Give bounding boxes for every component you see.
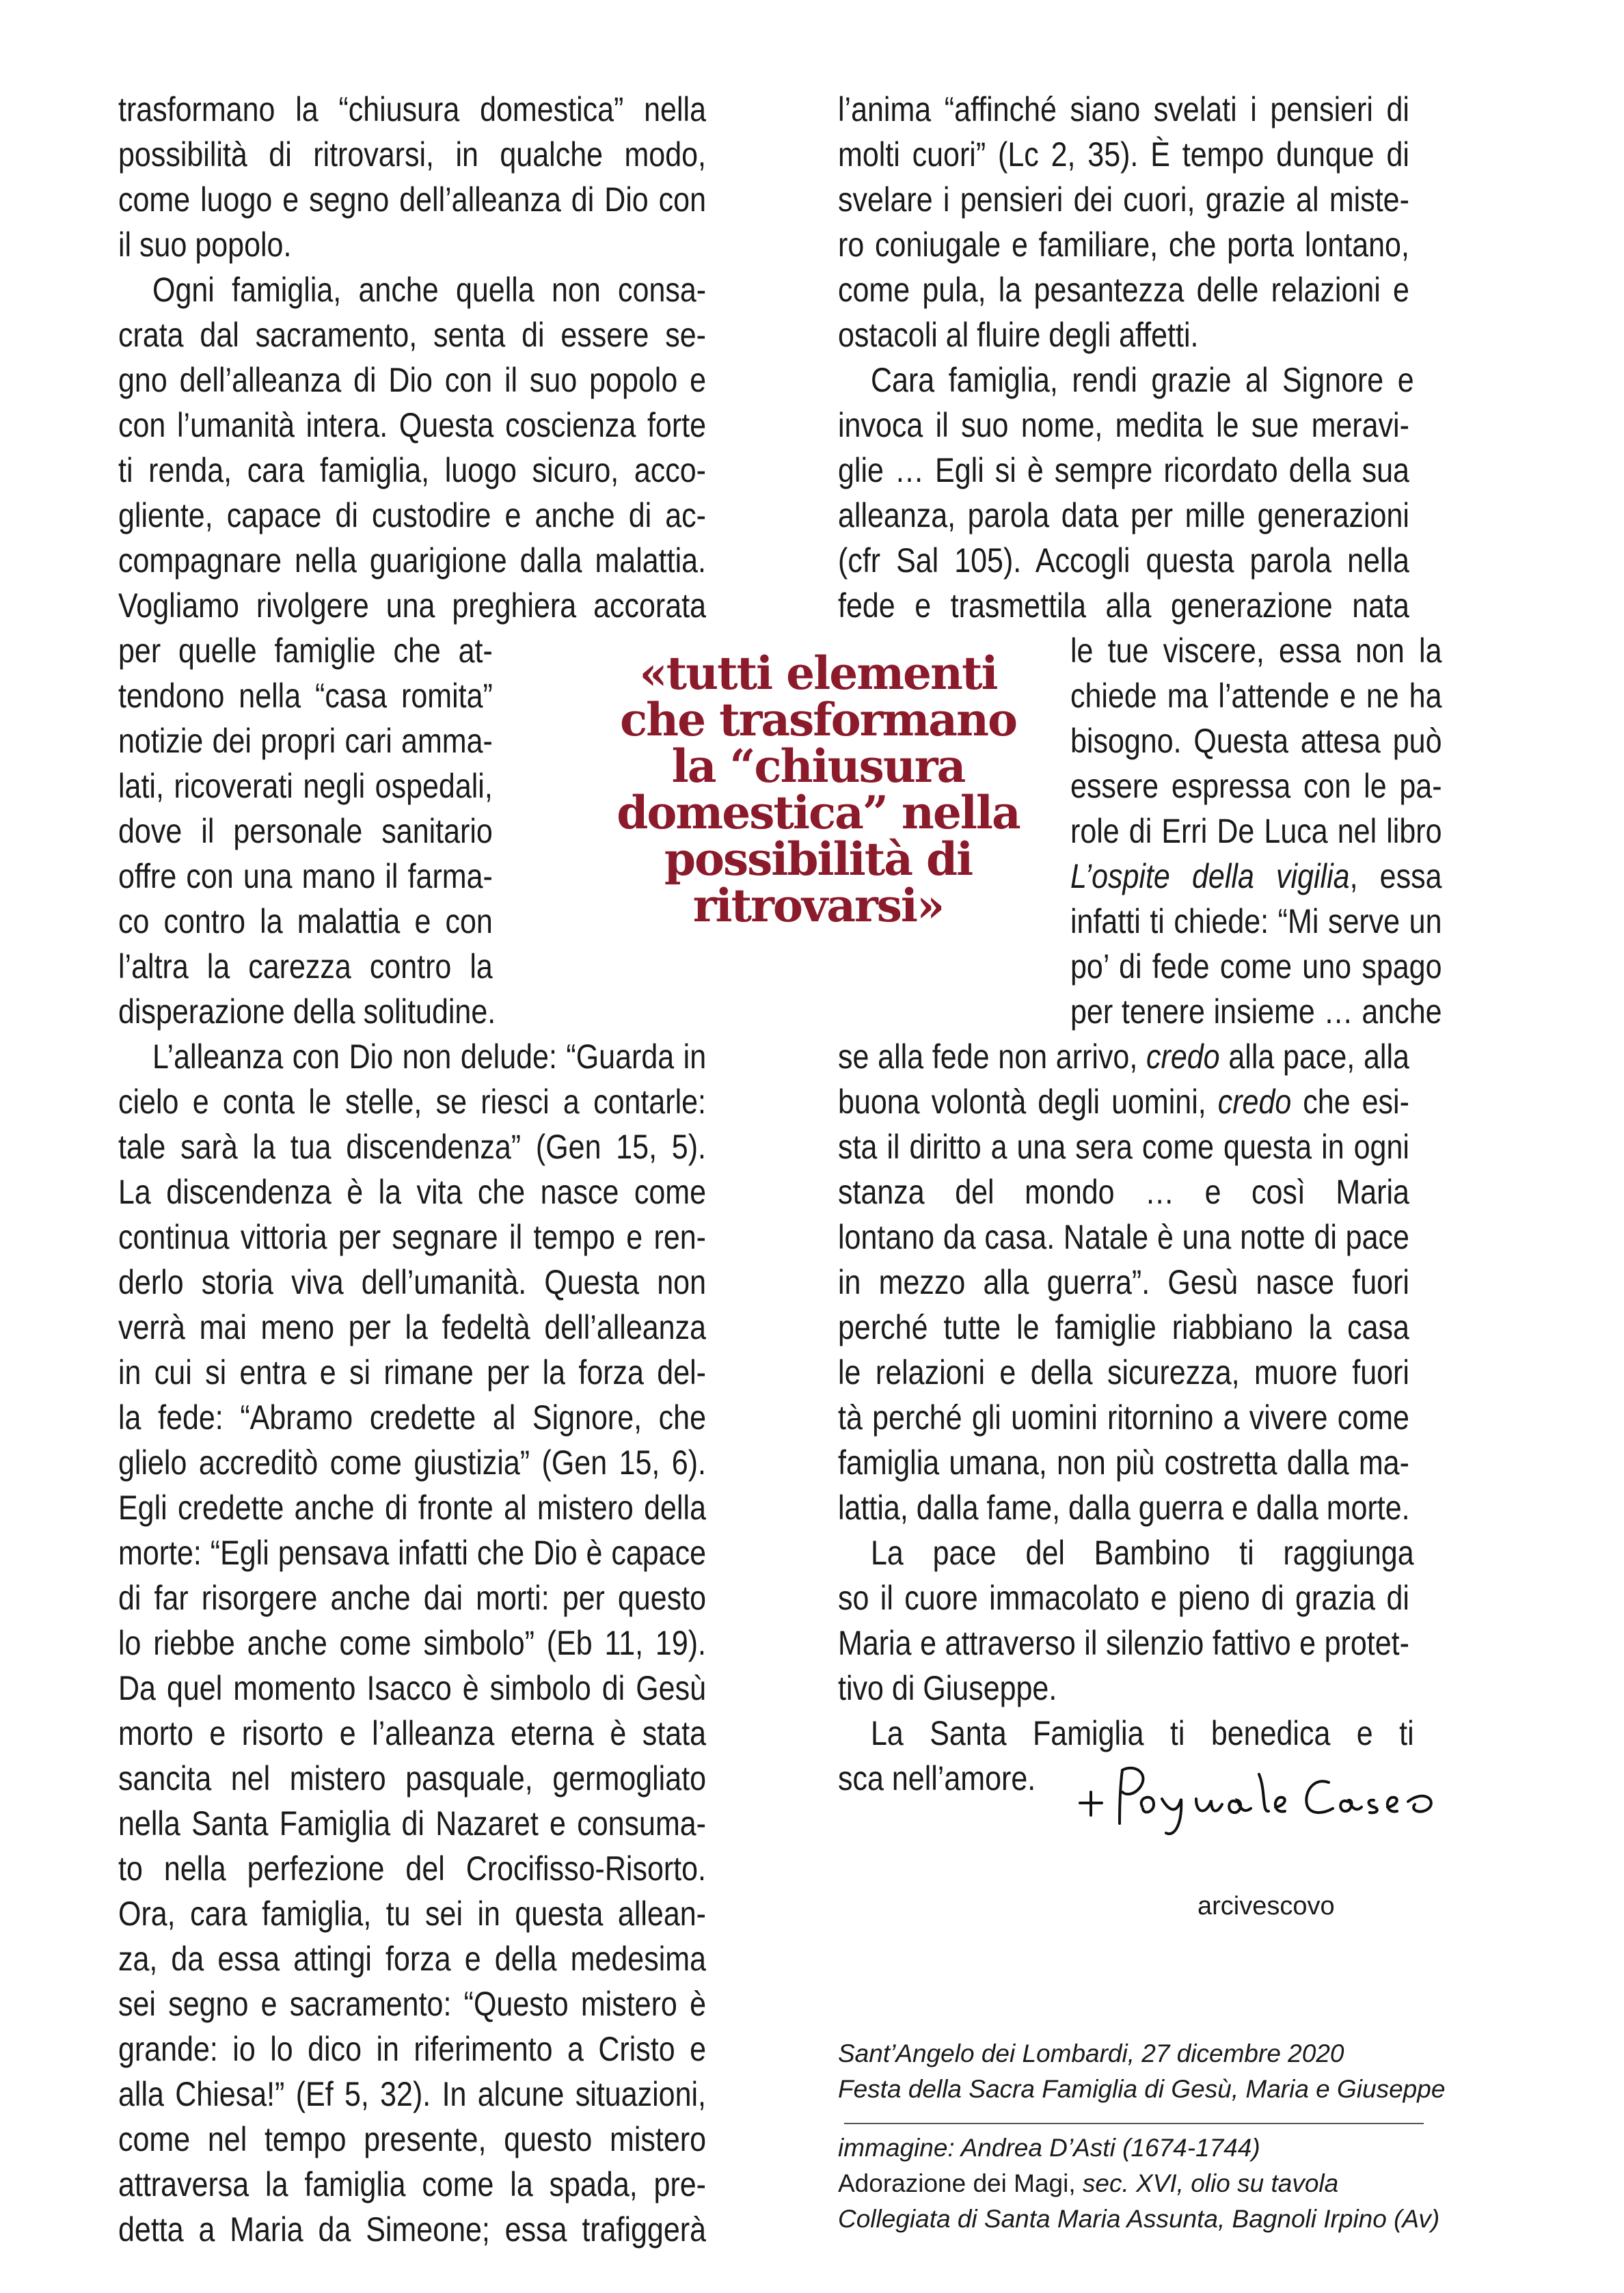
divider xyxy=(844,2123,1424,2124)
pull-quote-line: ritrovarsi» xyxy=(692,879,944,932)
image-credit: immagine: Andrea D’Asti (1674-1744) xyxy=(838,2134,1260,2162)
text-line: tendono nella “casa romita” xyxy=(118,677,493,715)
text-line: so il cuore immacolato e pieno di grazia di xyxy=(838,1579,1409,1617)
text-line: il suo popolo. xyxy=(118,226,292,264)
text-line: tale sarà la tua discendenza” (Gen 15, 5). xyxy=(118,1128,706,1166)
text-line: La pace del Bambino ti raggiunga xyxy=(871,1534,1414,1572)
text-line: La Santa Famiglia ti benedica e ti xyxy=(871,1714,1414,1752)
text-line: morto e risorto e l’alleanza eterna è stata xyxy=(118,1714,706,1752)
text-line: Cara famiglia, rendi grazie al Signore e xyxy=(871,361,1414,399)
artwork-details: sec. XVI, olio su tavola xyxy=(1082,2169,1339,2197)
text-line: gliente, capace di custodire e anche di ac- xyxy=(118,496,706,534)
text-line: bisogno. Questa attesa può xyxy=(1070,722,1442,760)
text-line: La discendenza è la vita che nasce come xyxy=(118,1173,706,1211)
text-line: ti renda, cara famiglia, luogo sicuro, acco- xyxy=(118,451,706,489)
text-line: disperazione della solitudine. xyxy=(118,992,496,1031)
text-line: grande: io lo dico in riferimento a Cristo e xyxy=(118,2030,706,2068)
text-line: in cui si entra e si rimane per la forza del- xyxy=(118,1353,706,1392)
text-line: Ora, cara famiglia, tu sei in questa allean- xyxy=(118,1895,706,1933)
text-line: alla Chiesa!” (Ef 5, 32). In alcune situazioni, xyxy=(118,2075,706,2113)
text-line: derlo storia viva dell’umanità. Questa non xyxy=(118,1263,706,1301)
pull-quote-line: domestica” nella xyxy=(617,786,1020,839)
text-line: ostacoli al fluire degli affetti. xyxy=(838,316,1199,354)
text-line: stanza del mondo … e così Maria xyxy=(838,1173,1409,1211)
text-line: attraversa la famiglia come la spada, pre- xyxy=(118,2165,706,2203)
text-line: come pula, la pesantezza delle relazioni e xyxy=(838,271,1409,309)
text-line: offre con una mano il farma- xyxy=(118,857,493,895)
text-line: chiede ma l’attende e ne ha xyxy=(1070,677,1442,715)
text-line: lontano da casa. Natale è una notte di pace xyxy=(838,1218,1409,1256)
signoff-title: arcivescovo xyxy=(1197,1892,1335,1921)
text-line: per quelle famiglie che at- xyxy=(118,632,493,670)
text-line: sancita nel mistero pasquale, germogliato xyxy=(118,1759,706,1797)
text-line: perché tutte le famiglie riabbiano la casa xyxy=(838,1308,1409,1346)
text-line: fede e trasmettila alla generazione nata xyxy=(838,586,1409,625)
text-line: Da quel momento Isacco è simbolo di Gesù xyxy=(118,1669,706,1707)
text-line: L’ospite della vigilia, essa xyxy=(1070,857,1442,895)
text-line: glielo accreditò come giustizia” (Gen 15, 6). xyxy=(118,1443,706,1482)
text-line: sca nell’amore. xyxy=(838,1759,1036,1797)
text-line: morte: “Egli pensava infatti che Dio è capace xyxy=(118,1534,706,1572)
text-line: le tue viscere, essa non la xyxy=(1070,632,1442,670)
feast-line: Festa della Sacra Famiglia di Gesù, Maria e Giuseppe xyxy=(838,2075,1446,2103)
text-line: possibilità di ritrovarsi, in qualche modo, xyxy=(118,135,706,174)
text-line: essere espressa con le pa- xyxy=(1070,767,1442,805)
text-line: detta a Maria da Simeone; essa trafiggerà xyxy=(118,2210,706,2249)
text-line: verrà mai meno per la fedeltà dell’alleanza xyxy=(118,1308,706,1346)
pull-quote xyxy=(569,647,1068,932)
text-line: come nel tempo presente, questo mistero xyxy=(118,2120,706,2158)
text-line: lattia, dalla fame, dalla guerra e dalla morte. xyxy=(838,1489,1410,1527)
text-line: con l’umanità intera. Questa coscienza forte xyxy=(118,406,706,444)
text-line: l’altra la carezza contro la xyxy=(118,947,493,986)
text-line: po’ di fede come uno spago xyxy=(1070,947,1442,986)
text-line: Maria e attraverso il silenzio fattivo e protet- xyxy=(838,1624,1409,1662)
text-line: invoca il suo nome, medita le sue meravi- xyxy=(838,406,1409,444)
place-date: Sant’Angelo dei Lombardi, 27 dicembre 2020 xyxy=(838,2039,1344,2067)
text-line: cielo e conta le stelle, se riesci a contarle: xyxy=(118,1083,706,1121)
pull-quote-line: la “chiusura xyxy=(671,740,965,793)
pull-quote-line: che trasformano xyxy=(619,693,1017,746)
text-line: ro coniugale e familiare, che porta lontano, xyxy=(838,226,1409,264)
text-line: notizie dei propri cari amma- xyxy=(118,722,493,760)
text-line: in mezzo alla guerra”. Gesù nasce fuori xyxy=(838,1263,1409,1301)
signature-image xyxy=(1066,1750,1449,1852)
text-line: svelare i pensieri dei cuori, grazie al miste- xyxy=(838,180,1409,219)
text-line: di far risorgere anche dai morti: per questo xyxy=(118,1579,706,1617)
text-line: infatti ti chiede: “Mi serve un xyxy=(1070,902,1442,940)
text-line: le relazioni e della sicurezza, muore fuori xyxy=(838,1353,1409,1392)
text-line: crata dal sacramento, senta di essere se- xyxy=(118,316,706,354)
italic-phrase: credo xyxy=(1217,1083,1292,1121)
text-line: za, da essa attingi forza e della medesima xyxy=(118,1940,706,1978)
text-line: L’alleanza con Dio non delude: “Guarda in xyxy=(152,1037,707,1076)
text-line: famiglia umana, non più costretta dalla ma- xyxy=(838,1443,1409,1482)
text-line: continua vittoria per segnare il tempo e ren- xyxy=(118,1218,706,1256)
text-line: nella Santa Famiglia di Nazaret e consuma- xyxy=(118,1804,706,1843)
text-line: tivo di Giuseppe. xyxy=(838,1669,1057,1707)
pull-quote-line: «tutti elementi xyxy=(639,647,997,700)
text-line: compagnare nella guarigione dalla malattia. xyxy=(118,541,706,580)
text-line: Egli credette anche di fronte al mistero della xyxy=(118,1489,706,1527)
text-line: dove il personale sanitario xyxy=(118,812,493,850)
text-line: sei segno e sacramento: “Questo mistero è xyxy=(118,1985,706,2023)
text-line: lo riebbe anche come simbolo” (Eb 11, 19). xyxy=(118,1624,706,1662)
text-line: buona volontà degli uomini, credo che esi- xyxy=(838,1083,1409,1121)
text-line: sta il diritto a una sera come questa in ogni xyxy=(838,1128,1409,1166)
text-line: alleanza, parola data per mille generazioni xyxy=(838,496,1409,534)
text-line: come luogo e segno dell’alleanza di Dio con xyxy=(118,180,706,219)
text-line: trasformano la “chiusura domestica” nella xyxy=(118,90,706,128)
text-line: Ogni famiglia, anche quella non consa- xyxy=(152,271,707,309)
text-line: gno dell’alleanza di Dio con il suo popolo e xyxy=(118,361,706,399)
text-line: tà perché gli uomini ritornino a vivere come xyxy=(838,1398,1409,1437)
italic-phrase: credo xyxy=(1146,1037,1220,1076)
text-line: co contro la malattia e con xyxy=(118,902,493,940)
artwork-title: Adorazione dei Magi, xyxy=(838,2169,1083,2197)
text-line: glie … Egli si è sempre ricordato della sua xyxy=(838,451,1409,489)
artwork-location: Collegiata di Santa Maria Assunta, Bagnoli Irpino (Av) xyxy=(838,2205,1440,2233)
artwork-line xyxy=(838,2167,1338,2201)
text-line: se alla fede non arrivo, credo alla pace, alla xyxy=(838,1037,1409,1076)
text-line: lati, ricoverati negli ospedali, xyxy=(118,767,493,805)
text-line: la fede: “Abramo credette al Signore, che xyxy=(118,1398,706,1437)
text-line: per tenere insieme … anche xyxy=(1070,992,1442,1031)
text-line: role di Erri De Luca nel libro xyxy=(1070,812,1442,850)
text-line: to nella perfezione del Crocifisso-Risorto. xyxy=(118,1849,706,1888)
text-line: molti cuori” (Lc 2, 35). È tempo dunque di xyxy=(838,135,1409,174)
italic-phrase: L’ospite della vigilia xyxy=(1070,857,1350,895)
text-line: (cfr Sal 105). Accogli questa parola nella xyxy=(838,541,1409,580)
text-line: Vogliamo rivolgere una preghiera accorata xyxy=(118,586,706,625)
pull-quote-line: possibilità di xyxy=(664,832,973,886)
text-line: l’anima “affinché siano svelati i pensieri di xyxy=(838,90,1409,128)
